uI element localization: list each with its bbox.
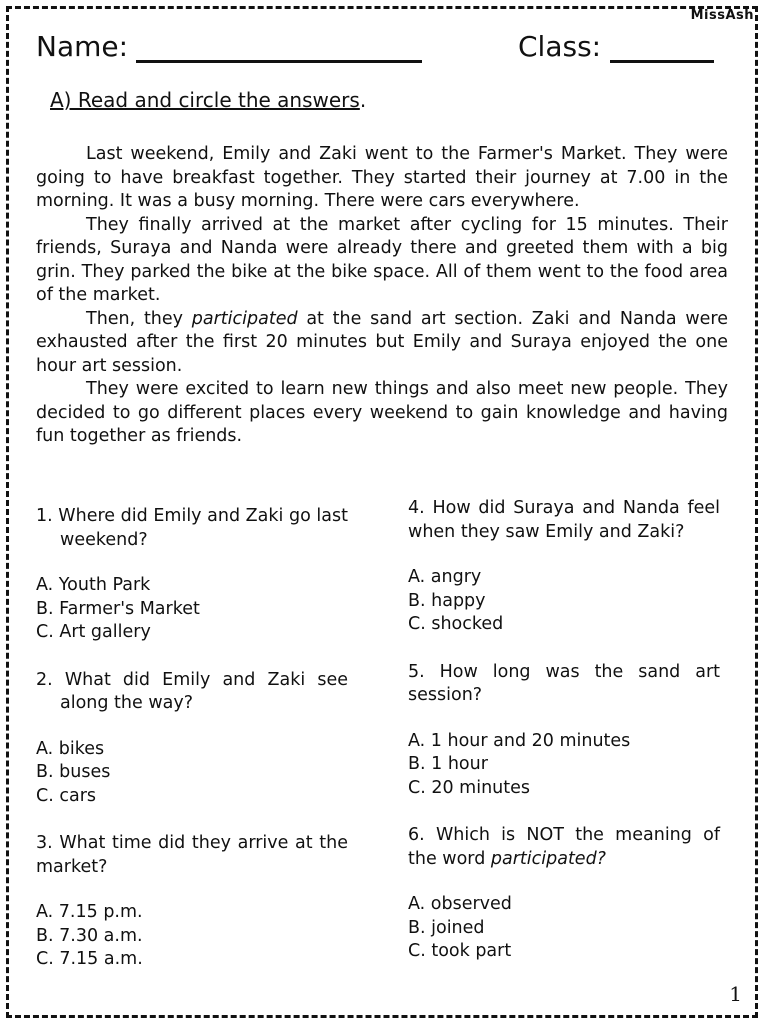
option[interactable]: B. buses <box>36 762 111 782</box>
question-6 <box>408 824 720 871</box>
class-blank-line[interactable] <box>610 60 714 63</box>
option[interactable]: C. cars <box>36 785 97 806</box>
questions-right-column <box>408 497 720 964</box>
name-blank-line[interactable] <box>136 60 422 63</box>
option[interactable]: A. bikes <box>36 738 105 759</box>
question-2-options <box>36 738 348 809</box>
question-5: 5. How long was the sand art session? <box>408 661 720 705</box>
section-title-period: . <box>359 88 367 112</box>
passage-p3-italic-word: participated <box>191 308 298 329</box>
question-4: 4. How did Suraya and Nanda feel when they saw Emily and Zaki? <box>408 498 720 542</box>
section-title <box>50 88 366 112</box>
option[interactable]: A. 7.15 p.m. <box>36 902 143 922</box>
page-number: 1 <box>729 982 742 1006</box>
passage-p3-end: at the sand art section. Zaki and Nanda were exhausted after the first 20 minutes but Emily and Suraya enjoyed the one hour art session. <box>36 308 728 376</box>
option[interactable]: C. Art gallery <box>36 622 151 642</box>
option[interactable]: C. 20 minutes <box>408 777 531 798</box>
question-6-text: 6. Which is NOT the meaning of the word <box>408 825 720 869</box>
questions-left-column <box>36 505 348 972</box>
question-6-italic-word: participated? <box>490 848 606 869</box>
passage-paragraph-3 <box>36 308 728 379</box>
option[interactable]: B. joined <box>408 917 485 938</box>
watermark: MissAsh <box>690 8 754 23</box>
passage-paragraph-4: They were excited to learn new things and also meet new people. They decided to go different places every weekend to gain knowledge and having fun together as friends. <box>36 379 728 446</box>
reading-passage <box>36 143 728 449</box>
option[interactable]: B. 7.30 a.m. <box>36 925 143 946</box>
question-1: 1. Where did Emily and Zaki go last weekend? <box>36 506 348 550</box>
option[interactable]: A. 1 hour and 20 minutes <box>408 730 631 751</box>
option[interactable]: C. took part <box>408 941 512 961</box>
option[interactable]: A. observed <box>408 894 512 914</box>
question-4-options <box>408 566 720 637</box>
section-title-text: A) Read and circle the answers <box>50 88 360 112</box>
option[interactable]: B. Farmer's Market <box>36 598 200 619</box>
option[interactable]: C. 7.15 a.m. <box>36 949 143 969</box>
option[interactable]: A. angry <box>408 567 482 587</box>
class-label: Class: <box>518 30 602 63</box>
passage-paragraph-2: They finally arrived at the market after cycling for 15 minutes. Their friends, Suraya and Nanda were already there and greeted them with a big grin. They parked the bike at the bike space. All of them went to the food area of the market. <box>36 214 728 305</box>
question-3: 3. What time did they arrive at the market? <box>36 833 348 877</box>
question-5-options <box>408 730 720 801</box>
passage-p3-start: Then, they <box>86 308 192 329</box>
name-label: Name: <box>36 30 129 63</box>
option[interactable]: A. Youth Park <box>36 575 151 595</box>
option[interactable]: B. 1 hour <box>408 754 488 774</box>
question-1-options <box>36 574 348 645</box>
question-3-options <box>36 901 348 972</box>
option[interactable]: B. happy <box>408 590 486 611</box>
header-row <box>36 30 726 70</box>
question-6-options <box>408 893 720 964</box>
question-2: 2. What did Emily and Zaki see along the way? <box>36 669 348 713</box>
passage-paragraph-1: Last weekend, Emily and Zaki went to the Farmer's Market. They were going to have breakfast together. They started their journey at 7.00 in the morning. It was a busy morning. There were cars everywhere. <box>36 144 728 211</box>
option[interactable]: C. shocked <box>408 614 504 634</box>
